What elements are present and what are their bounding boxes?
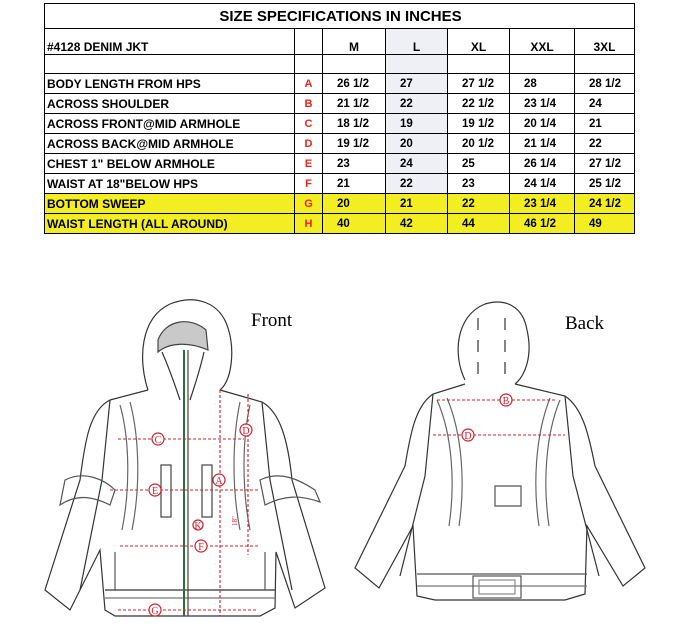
measure-value: 19: [386, 114, 448, 134]
measure-value: 42: [386, 214, 448, 234]
measure-code: B: [295, 94, 323, 114]
measure-label: BODY LENGTH FROM HPS: [45, 74, 295, 94]
measure-value: 23: [448, 174, 510, 194]
measure-code: C: [295, 114, 323, 134]
measure-code: D: [295, 134, 323, 154]
measure-value: 28 1/2: [575, 74, 635, 94]
measure-code: H: [295, 214, 323, 234]
table-title: SIZE SPECIFICATIONS IN INCHES: [45, 4, 635, 29]
back-panel-left: [437, 400, 452, 526]
table-row: [45, 74, 635, 94]
callout-e: E: [151, 486, 159, 497]
table-row: [45, 194, 635, 214]
measure-value: 28: [510, 74, 575, 94]
measure-value: 21 1/2: [323, 94, 386, 114]
measure-value: 23 1/4: [510, 194, 575, 214]
measure-value: 19 1/2: [323, 134, 386, 154]
measure-label: ACROSS FRONT@MID ARMHOLE: [45, 114, 295, 134]
measure-value: 21: [575, 114, 635, 134]
measure-value: 49: [575, 214, 635, 234]
table-row: [45, 134, 635, 154]
measure-value: 23 1/4: [510, 94, 575, 114]
style-name: #4128 DENIM JKT: [45, 29, 295, 55]
callout-c: C: [154, 435, 162, 446]
measure-value: 27: [386, 74, 448, 94]
table-row: [45, 154, 635, 174]
measure-value: 25: [448, 154, 510, 174]
size-header: L: [386, 29, 448, 55]
measure-value: 22: [386, 94, 448, 114]
measure-value: 21 1/4: [510, 134, 575, 154]
callout-a: A: [215, 476, 223, 487]
measure-value: 27 1/2: [575, 154, 635, 174]
measure-value: 24 1/2: [575, 194, 635, 214]
measure-value: 20: [386, 134, 448, 154]
measure-label: BOTTOM SWEEP: [45, 194, 295, 214]
measure-code: E: [295, 154, 323, 174]
measure-value: 26 1/2: [323, 74, 386, 94]
measure-code: A: [295, 74, 323, 94]
measure-value: 23: [323, 154, 386, 174]
measure-value: 21: [323, 174, 386, 194]
measure-code: F: [295, 174, 323, 194]
size-spec-table: [44, 3, 635, 234]
measure-value: 27 1/2: [448, 74, 510, 94]
measure-value: 22: [448, 194, 510, 214]
measure-value: 18 1/2: [323, 114, 386, 134]
measure-value: 20 1/2: [448, 134, 510, 154]
measure-label: CHEST 1" BELOW ARMHOLE: [45, 154, 295, 174]
measure-label: ACROSS BACK@MID ARMHOLE: [45, 134, 295, 154]
front-jacket-sketch: [30, 290, 350, 624]
side-panel-left: [120, 405, 128, 530]
size-header: 3XL: [575, 29, 635, 55]
measure-value: 19 1/2: [448, 114, 510, 134]
back-hem-patch: [473, 576, 521, 598]
measure-label: ACROSS SHOULDER: [45, 94, 295, 114]
measure-value: 26 1/4: [510, 154, 575, 174]
measure-value: 46 1/2: [510, 214, 575, 234]
measure-value: 22 1/2: [448, 94, 510, 114]
measure-value: 40: [323, 214, 386, 234]
table-row: [45, 214, 635, 234]
measure-value: 22: [575, 134, 635, 154]
back-hood: [458, 302, 529, 384]
table-row: [45, 174, 635, 194]
measure-value: 25 1/2: [575, 174, 635, 194]
measure-code: G: [295, 194, 323, 214]
callout-d: D: [242, 426, 250, 437]
measure-label: WAIST AT 18"BELOW HPS: [45, 174, 295, 194]
back-view-label: Back: [565, 313, 605, 334]
measure-value: 22: [386, 174, 448, 194]
size-header: M: [323, 29, 386, 55]
measure-value: 24: [386, 154, 448, 174]
back-jacket-sketch: [345, 296, 665, 624]
size-header: XXL: [510, 29, 575, 55]
callout-g: G: [151, 606, 159, 617]
table-row: [45, 114, 635, 134]
front-view-label: Front: [251, 310, 293, 331]
table-row: [45, 94, 635, 114]
back-body-outline: [355, 384, 645, 600]
measure-value: 24: [575, 94, 635, 114]
measure-value: 24 1/4: [510, 174, 575, 194]
measure-value: 20 1/4: [510, 114, 575, 134]
hood-inner: [158, 322, 208, 352]
dim-label: 18": [231, 516, 239, 526]
measure-value: 21: [386, 194, 448, 214]
callout-f: F: [198, 542, 204, 553]
measure-value: 44: [448, 214, 510, 234]
size-header: XL: [448, 29, 510, 55]
measure-label: WAIST LENGTH (ALL AROUND): [45, 214, 295, 234]
measure-value: 20: [323, 194, 386, 214]
callout-k: K: [194, 521, 202, 532]
callout-d-back: D: [464, 431, 472, 442]
callout-b: B: [502, 396, 510, 407]
